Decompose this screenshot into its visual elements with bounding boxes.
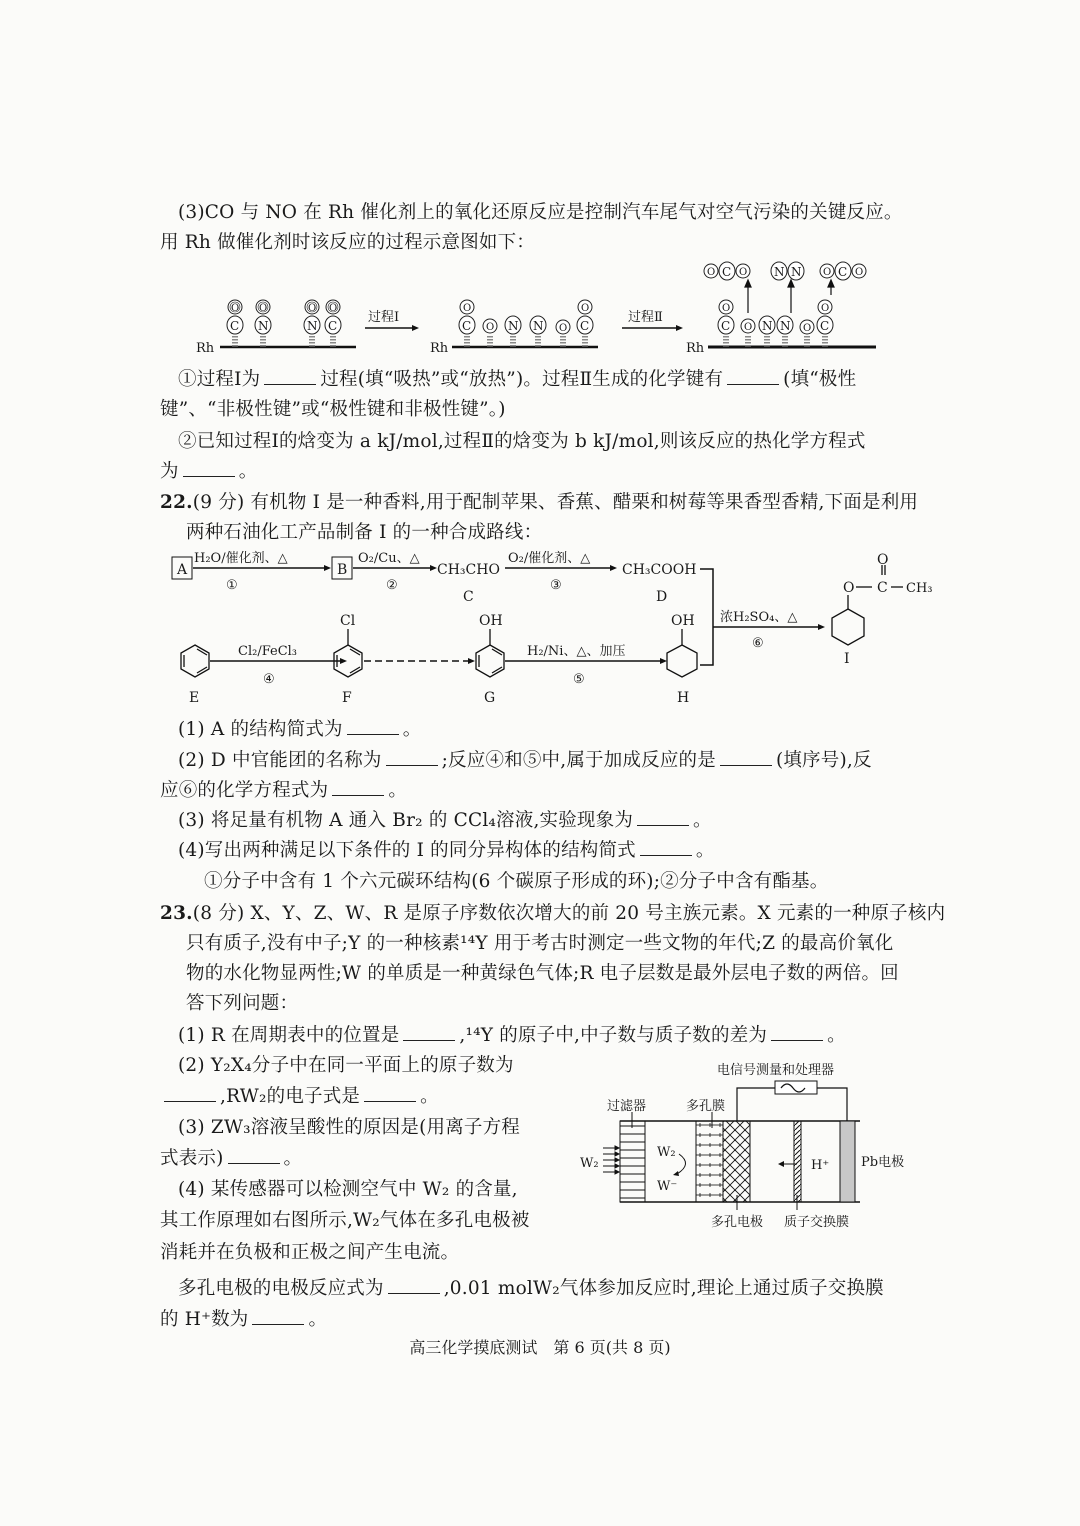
q22-intro-line2: 两种石油化工产品制备 I 的一种合成路线： — [186, 522, 543, 543]
text: 应⑥的化学方程式为 — [160, 780, 329, 801]
q23-intro-line3: 物的水化物显两性;W 的单质是一种黄绿色气体;R 电子层数是最外层电子数的两倍。回 — [186, 963, 899, 984]
answer-blank[interactable] — [720, 764, 772, 766]
reduction-arrow — [677, 1154, 686, 1174]
compound-d-label: D — [656, 589, 668, 605]
page-footer: 高三化学摸底测试 第 6 页(共 8 页) — [409, 1338, 671, 1357]
condition-5: H₂/Ni、△、加压 — [527, 644, 626, 659]
text: (填“极性 — [783, 369, 857, 390]
rh-label-3: Rh — [686, 341, 705, 356]
text: ,RW₂的电子式是 — [220, 1086, 361, 1107]
text: ;反应④和⑤中,属于加成反应的是 — [441, 750, 716, 771]
svg-text:O: O — [744, 322, 753, 333]
q22-p2-line1 — [178, 746, 872, 772]
q23-final-line1 — [178, 1274, 884, 1300]
condition-4: Cl₂/FeCl₃ — [238, 644, 298, 659]
svg-text:N: N — [258, 319, 269, 333]
adsorbed-species-2 — [459, 300, 593, 347]
product-co2-1 — [704, 262, 750, 280]
process-1-label: 过程Ⅰ — [368, 310, 400, 325]
rh-catalyst-process-diagram — [190, 255, 910, 360]
step-3: ③ — [550, 578, 562, 593]
hydroxyl-h: OH — [671, 613, 695, 629]
q23-p3-line1: (3) ZW₃溶液呈酸性的原因是(用离子方程 — [178, 1117, 520, 1138]
svg-text:O: O — [463, 303, 472, 314]
w2-inner-label: W₂ — [657, 1145, 676, 1160]
hydroxyl-g: OH — [479, 613, 503, 629]
svg-text:O: O — [823, 267, 832, 278]
text: 。 — [693, 810, 712, 831]
step-2: ② — [386, 578, 398, 593]
answer-blank[interactable] — [183, 475, 235, 477]
answer-blank[interactable] — [228, 1162, 280, 1164]
w-minus-label: W⁻ — [657, 1179, 678, 1194]
compound-h-structure — [667, 629, 697, 677]
svg-text:C: C — [462, 319, 472, 333]
step-1: ① — [226, 578, 238, 593]
svg-text:O: O — [707, 267, 716, 278]
answer-blank[interactable] — [347, 733, 399, 735]
text: 。 — [308, 1309, 328, 1330]
text: (1) A 的结构简式为 — [178, 719, 343, 740]
svg-text:C: C — [838, 265, 848, 279]
pem-label: 质子交换膜 — [784, 1215, 850, 1230]
compound-e-label: E — [189, 690, 200, 706]
porous-membrane — [696, 1121, 723, 1202]
question-number: 23. — [160, 903, 193, 924]
q23-intro-line1 — [160, 899, 945, 925]
text: 。 — [238, 461, 258, 482]
question-number: 22. — [160, 492, 193, 513]
text: (3) 将足量有机物 A 通入 Br₂ 的 CCl₄溶液,实验现象为 — [178, 810, 634, 831]
svg-text:O: O — [803, 323, 812, 334]
text: 。 — [283, 1148, 303, 1169]
q23-p4-line3: 消耗并在负极和正极之间产生电流。 — [160, 1242, 460, 1263]
molecule-co-2 — [325, 300, 341, 347]
q23-intro-line2: 只有质子,没有中子;Y 的一种核素¹⁴Y 用于考古时测定一些文物的年代;Z 的最高价氧化 — [186, 933, 894, 954]
porous-electrode — [723, 1121, 750, 1202]
inflow-arrows — [603, 1146, 619, 1174]
condition-3: O₂/催化剂、△ — [508, 551, 591, 566]
svg-text:O: O — [581, 303, 590, 314]
answer-blank[interactable] — [403, 1039, 455, 1041]
q23-p2-line1: (2) Y₂X₄分子中在同一平面上的原子数为 — [178, 1055, 514, 1076]
process-2-label: 过程Ⅱ — [628, 310, 663, 325]
svg-text:N: N — [307, 319, 318, 333]
svg-text:C: C — [820, 319, 830, 333]
q23-p4-line1: (4) 某传感器可以检测空气中 W₂ 的含量, — [178, 1179, 518, 1200]
compound-a-label: A — [177, 562, 188, 578]
chlorine-substituent: Cl — [340, 613, 356, 629]
carbonyl-carbon: C — [877, 580, 888, 596]
carbonyl-oxygen: O — [877, 552, 889, 568]
porous-membrane-label: 多孔膜 — [686, 1099, 726, 1114]
text: (4)写出两种满足以下条件的 I 的同分异构体的结构简式 — [178, 840, 636, 861]
text: ,0.01 molW₂气体参加反应时,理论上通过质子交换膜 — [443, 1278, 884, 1299]
step-6: ⑥ — [752, 636, 764, 651]
pb-electrode-label: Pb电极 — [861, 1155, 905, 1170]
q22-p3 — [178, 806, 712, 832]
answer-blank[interactable] — [727, 383, 779, 385]
svg-text:N: N — [533, 319, 544, 333]
filter-label: 过滤器 — [607, 1099, 647, 1114]
product-n2 — [771, 262, 804, 280]
text: 。 — [420, 1086, 439, 1107]
answer-blank[interactable] — [388, 1292, 440, 1294]
svg-text:O: O — [259, 303, 268, 314]
text: 过程(填“吸热”或“放热”)。过程Ⅱ生成的化学键有 — [320, 369, 724, 390]
q22-p4-conditions: ①分子中含有 1 个六元碳环结构(6 个碳原子形成的环);②分子中含有酯基。 — [204, 871, 829, 892]
q22-p2-line2 — [160, 776, 407, 802]
q23-p1 — [178, 1021, 846, 1047]
answer-blank[interactable] — [640, 854, 692, 856]
wire-right — [817, 1088, 847, 1121]
adsorbed-species-3 — [718, 300, 833, 347]
text: 。 — [695, 840, 715, 861]
text: 。 — [827, 1025, 846, 1046]
compound-c-formula: CH₃CHO — [437, 562, 500, 578]
compound-g-label: G — [484, 690, 496, 706]
w2-inlet-label: W₂ — [580, 1156, 599, 1171]
compound-c-label: C — [463, 589, 474, 605]
text: (8 分) X、Y、Z、W、R 是原子序数依次增大的前 20 号主族元素。X 元素的一种原子核内 — [192, 903, 946, 924]
rh-label-1: Rh — [196, 341, 215, 356]
answer-blank[interactable] — [252, 1323, 304, 1325]
filter — [620, 1121, 645, 1202]
text: (2) D 中官能团的名称为 — [178, 750, 382, 771]
q21-part3-line1: (3)CO 与 NO 在 Rh 催化剂上的氧化还原反应是控制汽车尾气对空气污染的关键反应。 — [178, 202, 903, 223]
svg-text:C: C — [230, 319, 240, 333]
svg-text:O: O — [739, 267, 748, 278]
compound-f-label: F — [342, 690, 352, 706]
svg-text:N: N — [508, 319, 519, 333]
compound-f-structure — [334, 629, 362, 677]
q23-p2-line2 — [160, 1082, 439, 1108]
q21-sub1-line2: 键”、“非极性键”或“极性键和非极性键”。) — [160, 399, 506, 420]
text: 。 — [388, 780, 408, 801]
svg-text:N: N — [774, 265, 785, 279]
w2-sensor-diagram — [575, 1050, 920, 1240]
molecule-no-1 — [255, 300, 271, 347]
q21-sub1-line1 — [178, 365, 856, 391]
text: 。 — [402, 719, 422, 740]
text: (填序号),反 — [775, 750, 872, 771]
q23-intro-line4: 答下列问题： — [186, 993, 299, 1014]
step-4: ④ — [263, 672, 275, 687]
condition-6: 浓H₂SO₄、△ — [720, 610, 798, 625]
svg-text:O: O — [855, 267, 864, 278]
q22-p1 — [178, 715, 421, 741]
svg-text:N: N — [780, 319, 791, 333]
condition-1: H₂O/催化剂、△ — [194, 551, 288, 566]
svg-text:C: C — [328, 319, 338, 333]
text: 多孔电极的电极反应式为 — [178, 1278, 384, 1299]
proton-exchange-membrane — [794, 1121, 801, 1202]
answer-blank[interactable] — [771, 1039, 823, 1041]
step-5: ⑤ — [573, 672, 585, 687]
answer-blank[interactable] — [637, 824, 689, 826]
compound-h-label: H — [677, 690, 690, 706]
answer-blank[interactable] — [364, 1100, 416, 1102]
svg-text:O: O — [821, 303, 830, 314]
svg-text:C: C — [580, 319, 590, 333]
pb-electrode — [840, 1121, 855, 1202]
svg-text:O: O — [559, 323, 568, 334]
text: 式表示) — [160, 1148, 224, 1169]
text: (1) R 在周期表中的位置是 — [178, 1025, 400, 1046]
methyl-group: CH₃ — [906, 581, 933, 596]
compound-i-structure — [832, 565, 903, 645]
product-co2-2 — [820, 262, 866, 280]
q21-part3-line2: 用 Rh 做催化剂时该反应的过程示意图如下： — [160, 232, 536, 253]
text: 的 H⁺数为 — [160, 1309, 249, 1330]
answer-blank[interactable] — [332, 794, 384, 796]
text: 为 — [160, 461, 179, 482]
processor-label: 电信号测量和处理器 — [717, 1063, 835, 1078]
molecule-no-2 — [304, 300, 320, 347]
svg-text:O: O — [486, 322, 495, 333]
ester-oxygen: O — [843, 580, 855, 596]
compound-b-label: B — [337, 562, 348, 578]
svg-text:O: O — [308, 303, 317, 314]
porous-electrode-label: 多孔电极 — [711, 1215, 764, 1230]
answer-blank[interactable] — [386, 764, 438, 766]
compound-g-structure — [476, 629, 504, 677]
compound-e-structure — [181, 645, 209, 677]
text: ,¹⁴Y 的原子中,中子数与质子数的差为 — [459, 1025, 768, 1046]
compound-i-label: I — [844, 651, 850, 667]
q21-sub2-line2 — [160, 457, 257, 483]
q23-final-line2 — [160, 1305, 327, 1331]
answer-blank[interactable] — [164, 1100, 216, 1102]
condition-2: O₂/Cu、△ — [358, 551, 420, 566]
q23-p3-line2 — [160, 1144, 302, 1170]
q23-p4-line2: 其工作原理如右图所示,W₂气体在多孔电极被 — [160, 1210, 530, 1231]
molecule-co-1 — [227, 300, 243, 347]
svg-text:C: C — [722, 265, 732, 279]
svg-text:O: O — [722, 303, 731, 314]
text: (9 分) 有机物 I 是一种香料,用于配制苹果、香蕉、醋栗和树莓等果香型香精,下面是利用 — [192, 492, 919, 513]
svg-text:N: N — [791, 265, 802, 279]
svg-text:N: N — [762, 319, 773, 333]
wire-left — [737, 1088, 775, 1121]
svg-text:C: C — [721, 319, 731, 333]
synthesis-route-diagram — [160, 545, 933, 706]
text: ①过程Ⅰ为 — [178, 369, 261, 390]
answer-blank[interactable] — [264, 383, 316, 385]
merge-bracket — [700, 569, 713, 665]
rh-label-2: Rh — [430, 341, 449, 356]
svg-text:O: O — [231, 303, 240, 314]
compound-d-formula: CH₃COOH — [622, 562, 697, 578]
q21-sub2-line1: ②已知过程Ⅰ的焓变为 a kJ/mol,过程Ⅱ的焓变为 b kJ/mol,则该反应的热化学方程式 — [178, 431, 866, 452]
h-plus-label: H⁺ — [811, 1158, 830, 1173]
q22-intro-line1 — [160, 488, 918, 514]
q22-p4 — [178, 836, 715, 862]
svg-text:O: O — [329, 303, 338, 314]
